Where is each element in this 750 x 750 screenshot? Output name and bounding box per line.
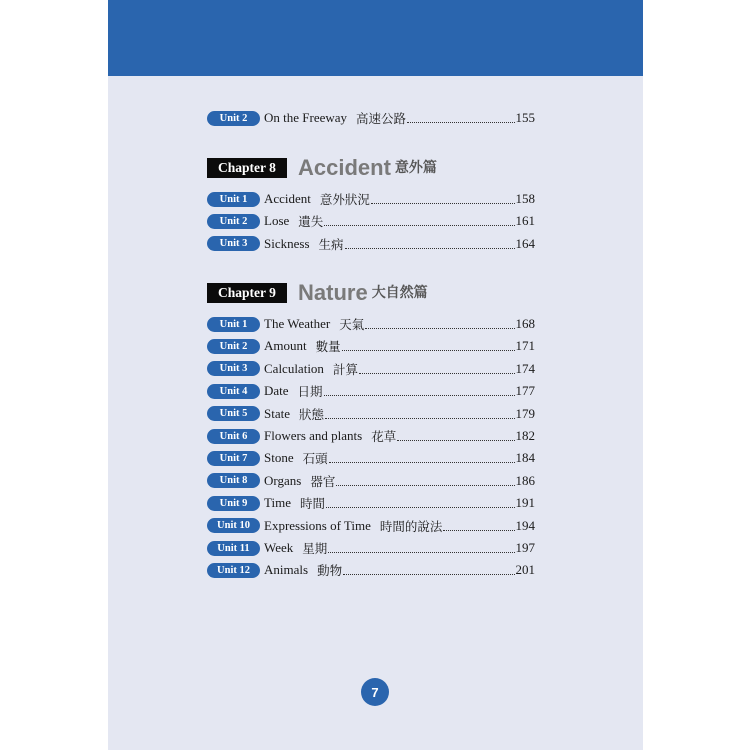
entry-title-zh: 動物	[317, 563, 343, 579]
dot-leader	[371, 192, 515, 204]
entry-title-zh: 天氣	[339, 317, 365, 332]
toc-entry[interactable]	[207, 540, 535, 556]
entry-title: Organs	[264, 472, 302, 488]
chapter-title-zh: 大自然篇	[371, 285, 428, 301]
chapter-title: Accident	[298, 155, 391, 180]
dot-leader	[342, 339, 515, 351]
toc-entry[interactable]	[207, 191, 535, 207]
toc-entry[interactable]	[207, 562, 535, 578]
unit-badge: Unit 4	[207, 384, 260, 399]
entry-title: On the Freeway	[264, 110, 348, 125]
entry-page-number: 194	[515, 517, 535, 533]
entry-page-number: 179	[515, 405, 535, 421]
unit-badge: Unit 8	[207, 473, 260, 488]
dot-leader	[328, 541, 514, 553]
unit-badge: Unit 2	[207, 214, 260, 229]
unit-badge: Unit 6	[207, 429, 260, 444]
entry-page-number: 201	[515, 562, 535, 578]
toc-entry[interactable]	[207, 406, 535, 422]
entry-page-number: 164	[515, 235, 535, 251]
toc-entry[interactable]	[207, 110, 535, 126]
entry-page-number: 168	[515, 316, 535, 331]
unit-badge: Unit 10	[207, 518, 260, 533]
chapter-title-zh: 意外篇	[394, 160, 437, 176]
entry-page-number: 186	[515, 472, 535, 488]
dot-leader	[324, 214, 514, 226]
entry-title-zh: 高速公路	[356, 111, 407, 126]
dot-leader	[365, 317, 514, 329]
entry-title: Week	[264, 540, 294, 555]
entry-page-number: 177	[515, 383, 535, 399]
unit-badge: Unit 7	[207, 451, 260, 466]
entry-page-number: 182	[515, 428, 535, 443]
unit-badge: Unit 1	[207, 192, 260, 207]
chapter-tag: Chapter 9	[207, 283, 287, 303]
entry-page-number: 197	[515, 540, 535, 555]
toc-entry[interactable]	[207, 495, 535, 511]
entry-title-zh: 計算	[332, 361, 358, 377]
toc-entry[interactable]	[207, 383, 535, 399]
unit-badge: Unit 9	[207, 496, 260, 511]
toc-entry[interactable]	[207, 338, 535, 354]
entry-title: Flowers and plants	[264, 428, 363, 443]
toc-entry[interactable]	[207, 473, 535, 489]
entry-page-number: 171	[515, 338, 535, 354]
toc-entry[interactable]	[207, 428, 535, 444]
dot-leader	[407, 111, 514, 123]
toc-entry[interactable]	[207, 450, 535, 466]
dot-leader	[397, 429, 514, 441]
dot-leader	[336, 474, 514, 486]
entry-title: The Weather	[264, 316, 331, 331]
chapter-tag: Chapter 8	[207, 158, 287, 178]
entry-title-zh: 狀態	[299, 406, 325, 422]
entry-title: Stone	[264, 450, 294, 466]
toc-entry[interactable]	[207, 518, 535, 534]
entry-title: Accident	[264, 191, 311, 206]
entry-title: Calculation	[264, 360, 324, 376]
unit-badge: Unit 5	[207, 406, 260, 421]
entry-title-zh: 時間的說法	[379, 518, 443, 534]
dot-leader	[359, 362, 515, 374]
entry-title: Time	[264, 495, 291, 511]
entry-page-number: 184	[515, 450, 535, 466]
entry-title-zh: 星期	[302, 541, 328, 556]
entry-page-number: 155	[515, 110, 535, 125]
dot-leader	[443, 519, 514, 531]
unit-badge: Unit 2	[207, 339, 260, 354]
chapter-heading	[207, 281, 428, 305]
entry-title-zh: 遺失	[298, 214, 324, 230]
entry-title-zh: 時間	[299, 496, 325, 512]
entry-page-number: 174	[515, 360, 535, 376]
entry-page-number: 158	[515, 191, 535, 206]
entry-title-zh: 意外狀況	[319, 192, 370, 207]
unit-badge: Unit 12	[207, 563, 260, 578]
entry-title: Lose	[264, 213, 290, 229]
dot-leader	[345, 237, 515, 249]
entry-title: Sickness	[264, 235, 310, 251]
entry-title-zh: 生病	[318, 236, 344, 252]
entry-title-zh: 數量	[315, 339, 341, 355]
entry-title: Date	[264, 383, 289, 399]
dot-leader	[329, 451, 515, 463]
chapter-heading	[207, 156, 437, 180]
chapter-title: Nature	[298, 280, 368, 305]
book-page	[108, 0, 643, 750]
toc-entry[interactable]	[207, 236, 535, 252]
entry-title-zh: 器官	[310, 473, 336, 489]
entry-title: Expressions of Time	[264, 517, 371, 533]
entry-title-zh: 日期	[297, 384, 323, 400]
page-number-badge: 7	[361, 678, 389, 706]
dot-leader	[326, 496, 515, 508]
unit-badge: Unit 1	[207, 317, 260, 332]
entry-title: Animals	[264, 562, 309, 578]
dot-leader	[325, 407, 514, 419]
toc-entry[interactable]	[207, 316, 535, 332]
entry-page-number: 191	[515, 495, 535, 511]
header-band	[108, 0, 643, 76]
unit-badge: Unit 3	[207, 361, 260, 376]
entry-title-zh: 石頭	[302, 451, 328, 467]
unit-badge: Unit 3	[207, 236, 260, 251]
dot-leader	[324, 384, 515, 396]
unit-badge: Unit 11	[207, 541, 260, 556]
unit-badge: Unit 2	[207, 111, 260, 126]
entry-title-zh: 花草	[371, 429, 397, 444]
entry-title: State	[264, 405, 290, 421]
dot-leader	[343, 563, 514, 575]
entry-page-number: 161	[515, 213, 535, 229]
toc-entry[interactable]	[207, 361, 535, 377]
toc-entry[interactable]	[207, 213, 535, 229]
entry-title: Amount	[264, 338, 307, 354]
